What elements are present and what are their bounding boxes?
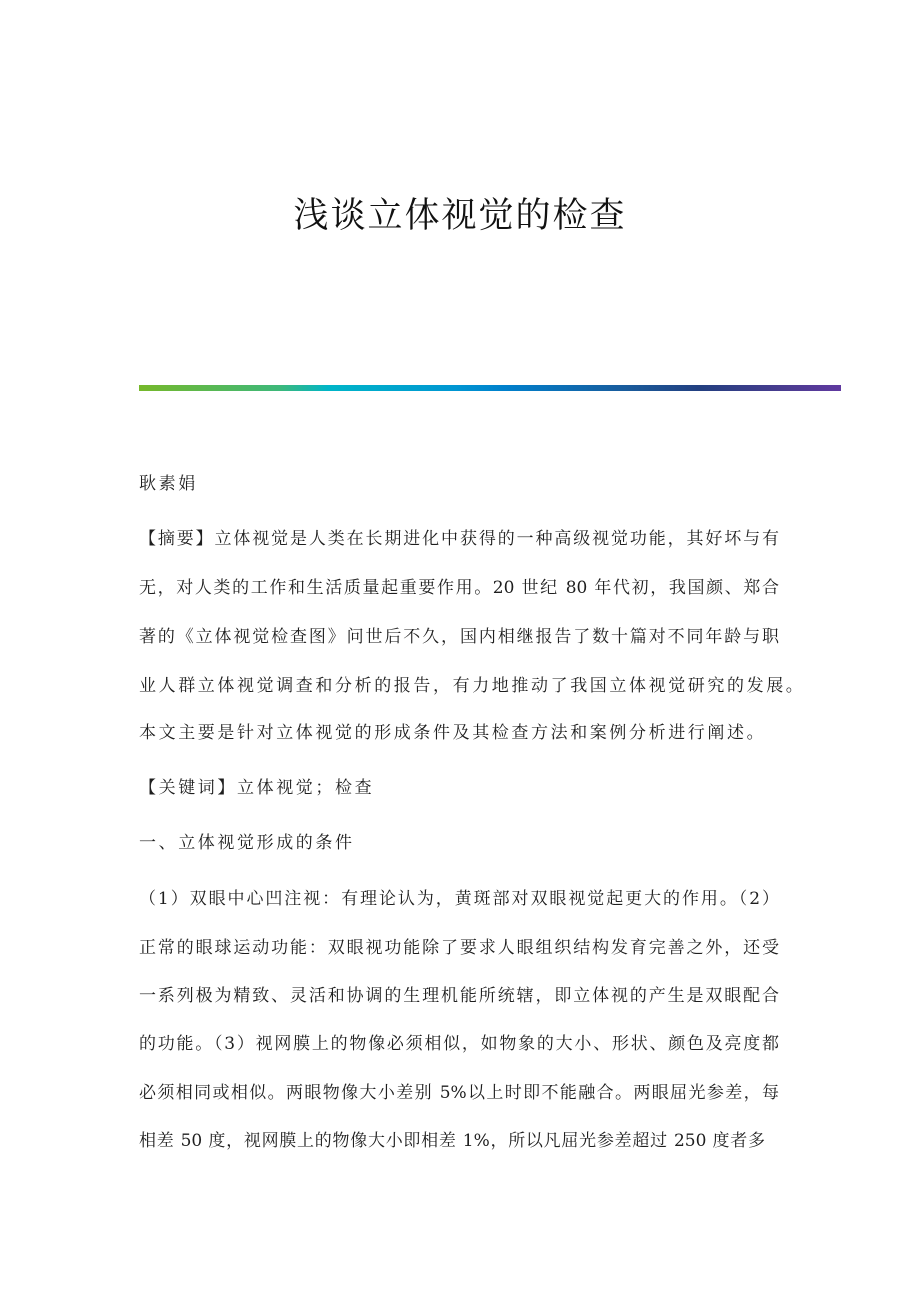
keywords-line: 【关键词】立体视觉；检查 [139,778,375,798]
body-line: 相差 50 度，视网膜上的物像大小即相差 1%，所以凡屈光参差超过 250 度者多 [139,1131,765,1151]
body-line: 正常的眼球运动功能：双眼视功能除了要求人眼组织结构发育完善之外，还受 [139,938,779,958]
section-heading: 一、立体视觉形成的条件 [139,833,355,853]
author-name: 耿素娟 [139,474,198,494]
abstract-line: 业人群立体视觉调查和分析的报告，有力地推动了我国立体视觉研究的发展。 [139,676,806,696]
abstract-line: 【摘要】立体视觉是人类在长期进化中获得的一种高级视觉功能，其好坏与有 [139,529,779,549]
abstract-line: 著的《立体视觉检查图》问世后不久，国内相继报告了数十篇对不同年龄与职 [139,627,779,647]
abstract-line: 无，对人类的工作和生活质量起重要作用。20 世纪 80 年代初，我国颜、郑合 [139,578,779,598]
body-line: （1）双眼中心凹注视：有理论认为，黄斑部对双眼视觉起更大的作用。（2） [139,889,779,909]
body-line: 一系列极为精致、灵活和协调的生理机能所统辖，即立体视的产生是双眼配合 [139,986,779,1006]
body-line: 的功能。（3）视网膜上的物像必须相似，如物象的大小、形状、颜色及亮度都 [139,1034,779,1054]
document-title: 浅谈立体视觉的检查 [293,196,627,236]
gradient-divider [139,385,841,391]
body-line: 必须相同或相似。两眼物像大小差别 5%以上时即不能融合。两眼屈光参差，每 [139,1083,779,1103]
abstract-line: 本文主要是针对立体视觉的形成条件及其检查方法和案例分析进行阐述。 [139,723,767,743]
